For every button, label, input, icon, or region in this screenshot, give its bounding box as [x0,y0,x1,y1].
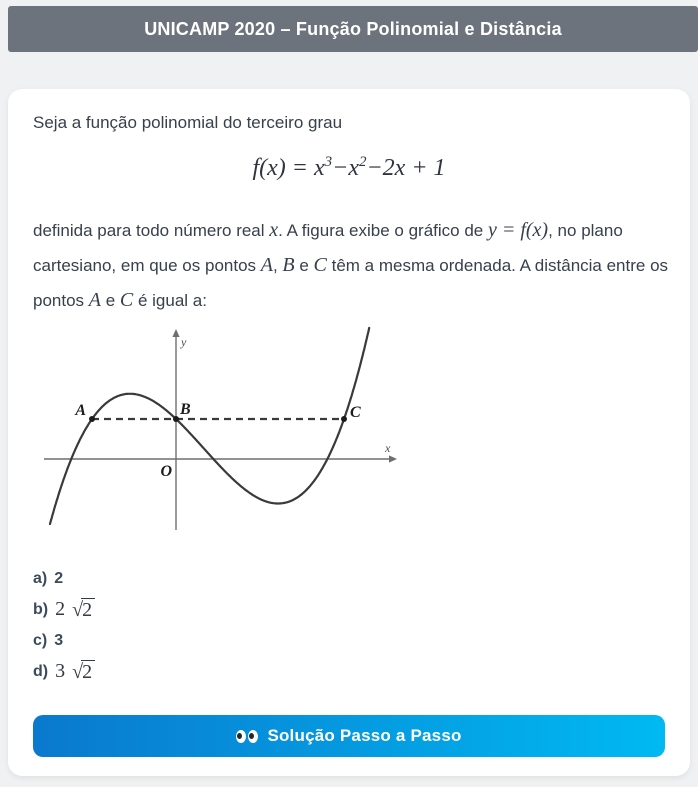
formula-part: −x [332,155,359,181]
svg-text:y: y [181,335,187,349]
svg-text:C: C [350,404,361,421]
option-b: b) 2 √ 2 [33,594,665,625]
function-graph-figure [38,324,665,539]
formula-part: f(x) = x [252,155,325,181]
options-list [33,563,665,687]
svg-text:B: B [180,401,191,418]
question-card [8,89,690,776]
question-body: definida para todo número real x. A figura exibe o gráfico de y = f(x), no plano cartesiano, em que os pontos A, B e C têm a mesma ordenada. A distância entre os pontos A e C é igual a: [33,219,669,311]
option-d: d) 3 √ 2 [33,656,665,687]
svg-text:O: O [160,463,172,480]
formula-exponent: 3 [324,154,333,170]
option-letter: b) [33,600,49,618]
function-formula [33,151,665,185]
formula-exponent: 2 [358,154,367,170]
formula-part: −2x + 1 [366,155,446,181]
solution-button[interactable] [33,715,665,757]
solution-button-label: Solução Passo a Passo [267,726,462,745]
option-letter: a) [33,569,48,587]
eyes-icon [236,730,258,743]
option-letter: c) [33,631,48,649]
svg-text:A: A [75,402,86,419]
option-a: a) 2 [33,569,64,587]
option-c: c) 3 [33,631,64,649]
header-bar [8,6,698,52]
svg-text:x: x [385,441,391,455]
page [0,6,698,787]
page-title: UNICAMP 2020 – Função Polinomial e Distância [144,18,562,39]
question-intro: Seja a função polinomial do terceiro grau [33,113,343,132]
option-letter: d) [33,662,49,680]
graph-svg [38,324,408,534]
